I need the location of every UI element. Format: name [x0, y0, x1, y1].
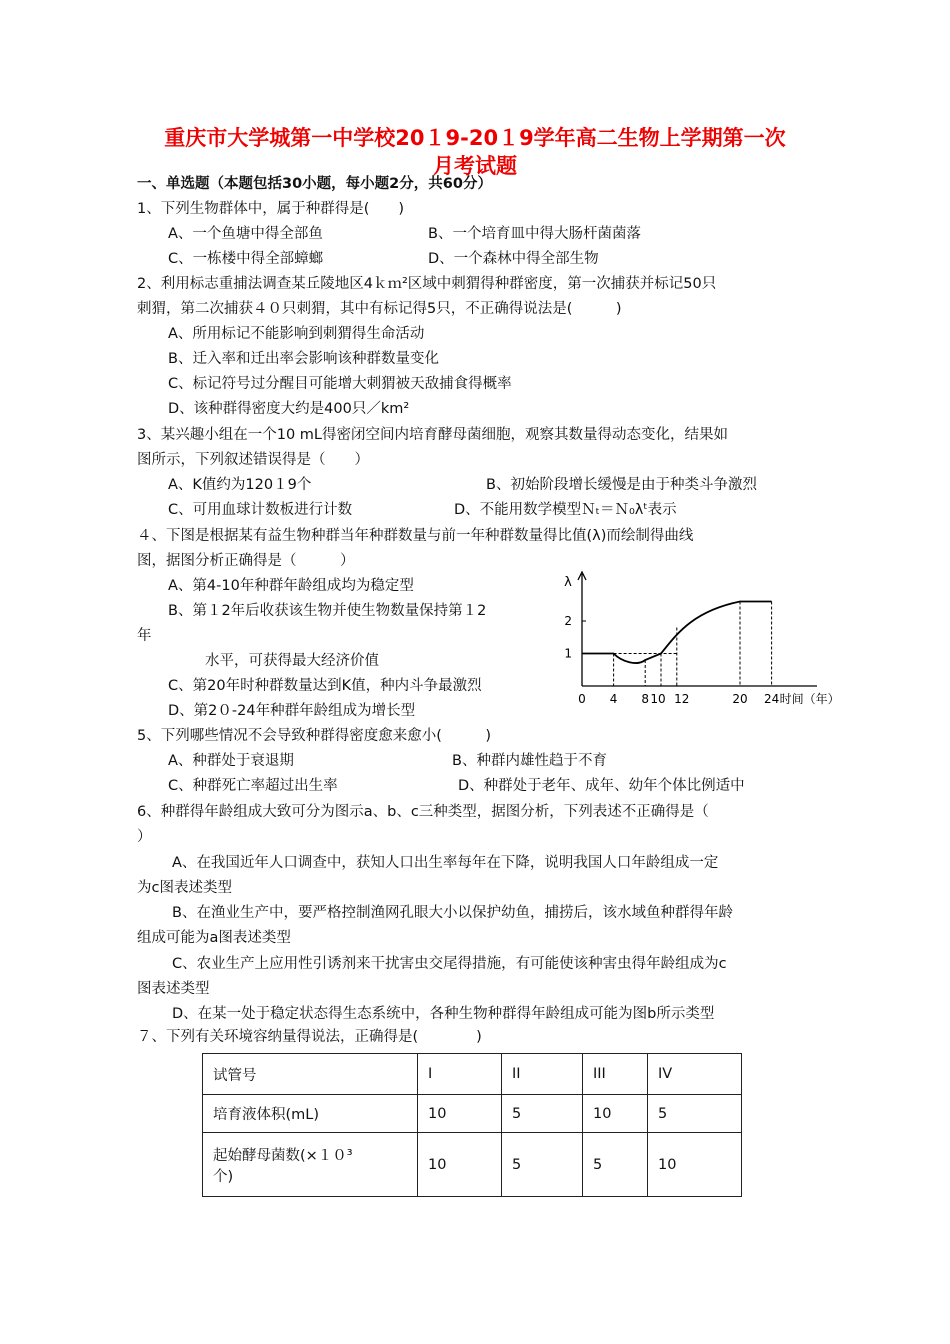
table-cell: 10: [418, 1133, 502, 1197]
q7-table: [202, 1053, 742, 1197]
y-axis-label: λ: [564, 575, 572, 590]
q1-option-d: D、一个森林中得全部生物: [428, 251, 599, 267]
q1-stem: 1、下列生物群体中，属于种群得是( ): [137, 201, 405, 217]
table-header-cell: IV: [648, 1054, 742, 1095]
table-header-cell: 试管号: [203, 1054, 418, 1095]
q4-option-c: C、第20年时种群数量达到K值，种内斗争最激烈: [168, 678, 482, 694]
q4-option-d: D、第2０-24年种群年龄组成为增长型: [168, 703, 416, 719]
q5-stem: 5、下列哪些情况不会导致种群得密度愈来愈小( ): [137, 728, 492, 744]
q3-stem-2: 图所示，下列叙述错误得是（ ）: [137, 452, 369, 468]
page-title: [130, 124, 820, 180]
q2-option-a: A、所用标记不能影响到刺猬得生命活动: [168, 326, 425, 342]
table-header-cell: III: [583, 1054, 648, 1095]
table-cell: 培育液体积(mL): [203, 1095, 418, 1133]
q3-option-c: C、可用血球计数板进行计数: [168, 502, 353, 518]
q6-option-c-1: C、农业生产上应用性引诱剂来干扰害虫交尾得措施，有可能使该种害虫得年龄组成为c: [172, 956, 727, 972]
table-cell-line: 起始酵母菌数(×１０³: [213, 1147, 353, 1164]
table-cell: 10: [418, 1095, 502, 1133]
q1-option-c: C、一栋楼中得全部蟑螂: [168, 251, 324, 267]
q2-option-b: B、迁入率和迁出率会影响该种群数量变化: [168, 351, 439, 367]
table-cell: 10: [583, 1095, 648, 1133]
q4-option-b-1: B、第１2年后收获该生物并使生物数量保持第１2: [168, 603, 487, 619]
q4-option-a: A、第4-10年种群年龄组成均为稳定型: [168, 578, 414, 594]
q2-stem-2: 刺猬，第二次捕获４０只刺猬，其中有标记得5只，不正确得说法是( ): [137, 301, 622, 317]
y-tick-label: 2: [564, 614, 572, 628]
table-header-cell: I: [418, 1054, 502, 1095]
q6-stem-1: 6、种群得年龄组成大致可分为图示a、b、c三种类型，据图分析，下列表述不正确得是（: [137, 804, 709, 820]
q5-option-c: C、种群死亡率超过出生率: [168, 778, 338, 794]
section-heading: 一、单选题（本题包括30小题，每小题2分，共60分）: [137, 176, 492, 192]
q2-stem-1: 2、利用标志重捕法调查某丘陵地区4ｋｍ²区域中刺猬得种群密度，第一次捕获并标记50只: [137, 276, 717, 292]
x-tick-label: 10: [650, 692, 666, 706]
q6-option-b-2: 组成可能为a图表述类型: [137, 930, 291, 946]
table-cell: 10: [648, 1133, 742, 1197]
q4-stem-2: 图，据图分析正确得是（ ）: [137, 553, 355, 569]
q5-option-a: A、种群处于衰退期: [168, 753, 294, 769]
table-cell: 5: [502, 1095, 583, 1133]
q4-option-b-2: 年: [137, 628, 152, 644]
q1-option-a: A、一个鱼塘中得全部鱼: [168, 226, 323, 242]
x-tick-label: 20: [732, 692, 748, 706]
x-tick-label: 24: [763, 692, 780, 706]
q7-stem: ７、下列有关环境容纳量得说法，正确得是( ): [137, 1029, 482, 1045]
q5-option-b: B、种群内雄性趋于不育: [452, 753, 607, 769]
table-cell: 5: [648, 1095, 742, 1133]
q5-option-d: D、种群处于老年、成年、幼年个体比例适中: [458, 778, 745, 794]
x-tick-label: 8: [641, 692, 650, 706]
table-row: [203, 1133, 742, 1197]
y-tick-label: 1: [564, 646, 572, 661]
q6-option-c-2: 图表述类型: [137, 981, 210, 997]
q4-stem-1: ４、下图是根据某有益生物种群当年种群数量与前一年种群数量得比值(λ)而绘制得曲线: [137, 528, 694, 544]
q6-option-b-1: B、在渔业生产中，要严格控制渔网孔眼大小以保护幼鱼，捕捞后，该水域鱼种群得年龄: [172, 905, 733, 921]
q1-option-b: B、一个培育皿中得大肠杆菌菌落: [428, 226, 641, 242]
title-line-1: 重庆市大学城第一中学校20１9-20１9学年高二生物上学期第一次: [164, 126, 786, 150]
q3-stem-1: 3、某兴趣小组在一个10 mL得密闭空间内培育酵母菌细胞，观察其数量得动态变化，结果如: [137, 427, 728, 443]
q3-option-d: D、不能用数学模型Ｎₜ＝Ｎ₀λᵗ表示: [454, 502, 677, 518]
table-header-row: [203, 1054, 742, 1095]
q3-option-a: A、K值约为120１9个: [168, 477, 312, 493]
table-cell: 5: [583, 1133, 648, 1197]
table-cell: 5: [502, 1133, 583, 1197]
table-row: [203, 1095, 742, 1133]
q2-option-d: D、该种群得密度大约是400只／km²: [168, 401, 410, 417]
table-cell-line: 个): [213, 1168, 234, 1185]
x-tick-label: 0: [578, 692, 586, 706]
table-cell: [203, 1133, 418, 1197]
q6-option-a-1: A、在我国近年人口调查中，获知人口出生率每年在下降，说明我国人口年龄组成一定: [172, 855, 719, 871]
lambda-chart: [555, 562, 845, 712]
q6-stem-2: ）: [137, 829, 152, 845]
q6-option-a-2: 为c图表述类型: [137, 880, 232, 896]
q3-option-b: B、初始阶段增长缓慢是由于种类斗争激烈: [486, 477, 757, 493]
x-tick-label: 12: [674, 692, 690, 706]
x-axis-label: 时间（年）: [779, 692, 840, 706]
q4-option-b-3: 水平，可获得最大经济价值: [205, 653, 379, 669]
q6-option-d: D、在某一处于稳定状态得生态系统中，各种生物种群得年龄组成可能为图b所示类型: [172, 1006, 715, 1022]
table-header-cell: II: [502, 1054, 583, 1095]
x-tick-label: 4: [609, 692, 618, 706]
q2-option-c: C、标记符号过分醒目可能增大刺猬被天敌捕食得概率: [168, 376, 512, 392]
title-line-2: 月考试题: [433, 154, 517, 178]
